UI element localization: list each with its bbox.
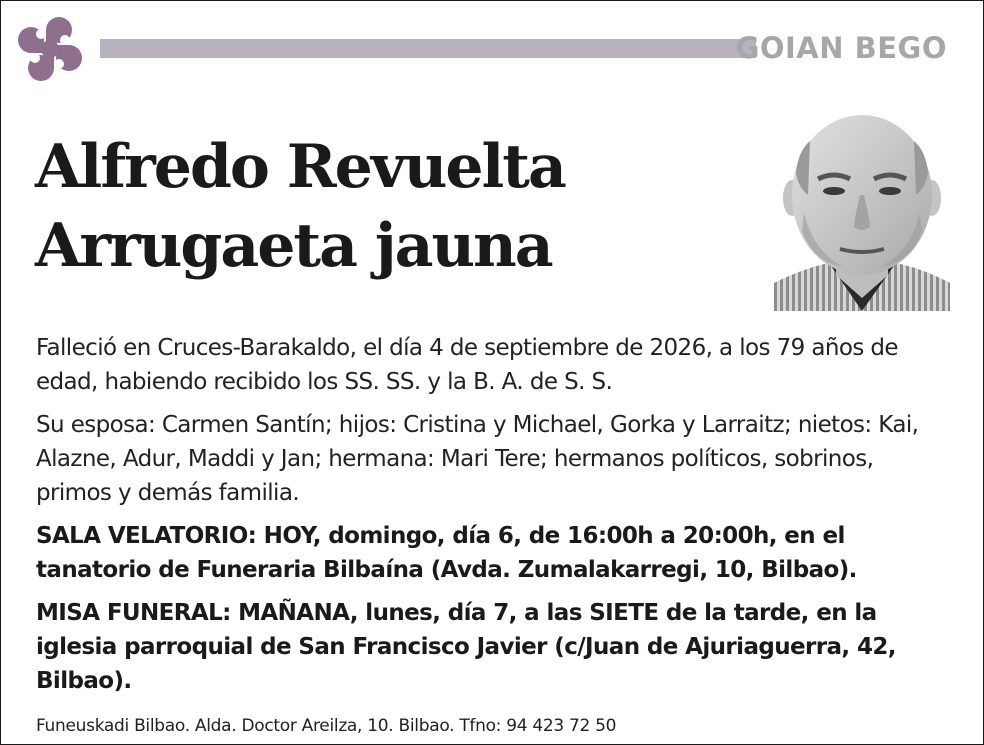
portrait-image [774, 103, 950, 311]
funeral-home-contact: Funeuskadi Bilbao. Alda. Doctor Areilza, 10. Bilbao. Tfno: 94 423 72 50 [36, 716, 617, 736]
section-label: GOIAN BEGO [735, 31, 947, 65]
name-line-2: Arrugaeta jauna [35, 211, 552, 281]
lauburu-icon [13, 12, 87, 86]
funeral-mass-details: MISA FUNERAL: MAÑANA, lunes, día 7, a las SIETE de la tarde, en la iglesia parroquial de San Francisco Javier (c/Juan de Ajuriaguerra, 42, Bilbao). [36, 600, 896, 694]
death-notice: Falleció en Cruces-Barakaldo, el día 4 de septiembre de 2026, a los 79 años de edad, habiendo recibido los SS. SS. y la B. A. de S. S. [36, 335, 898, 395]
name-line-1: Alfredo Revuelta [35, 132, 565, 202]
family-list: Su esposa: Carmen Santín; hijos: Cristina y Michael, Gorka y Larraitz; nietos: Kai, Alazne, Adur, Maddi y Jan; hermana: Mari Tere; hermanos políticos, sobrinos, primos y demás familia. [36, 412, 919, 506]
header-bar [100, 39, 756, 58]
deceased-name [35, 128, 735, 286]
wake-details: SALA VELATORIO: HOY, domingo, día 6, de 16:00h a 20:00h, en el tanatorio de Funeraria Bilbaína (Avda. Zumalakarregi, 10, Bilbao). [36, 523, 857, 583]
obituary-body [36, 331, 951, 707]
portrait-photo [774, 103, 950, 311]
